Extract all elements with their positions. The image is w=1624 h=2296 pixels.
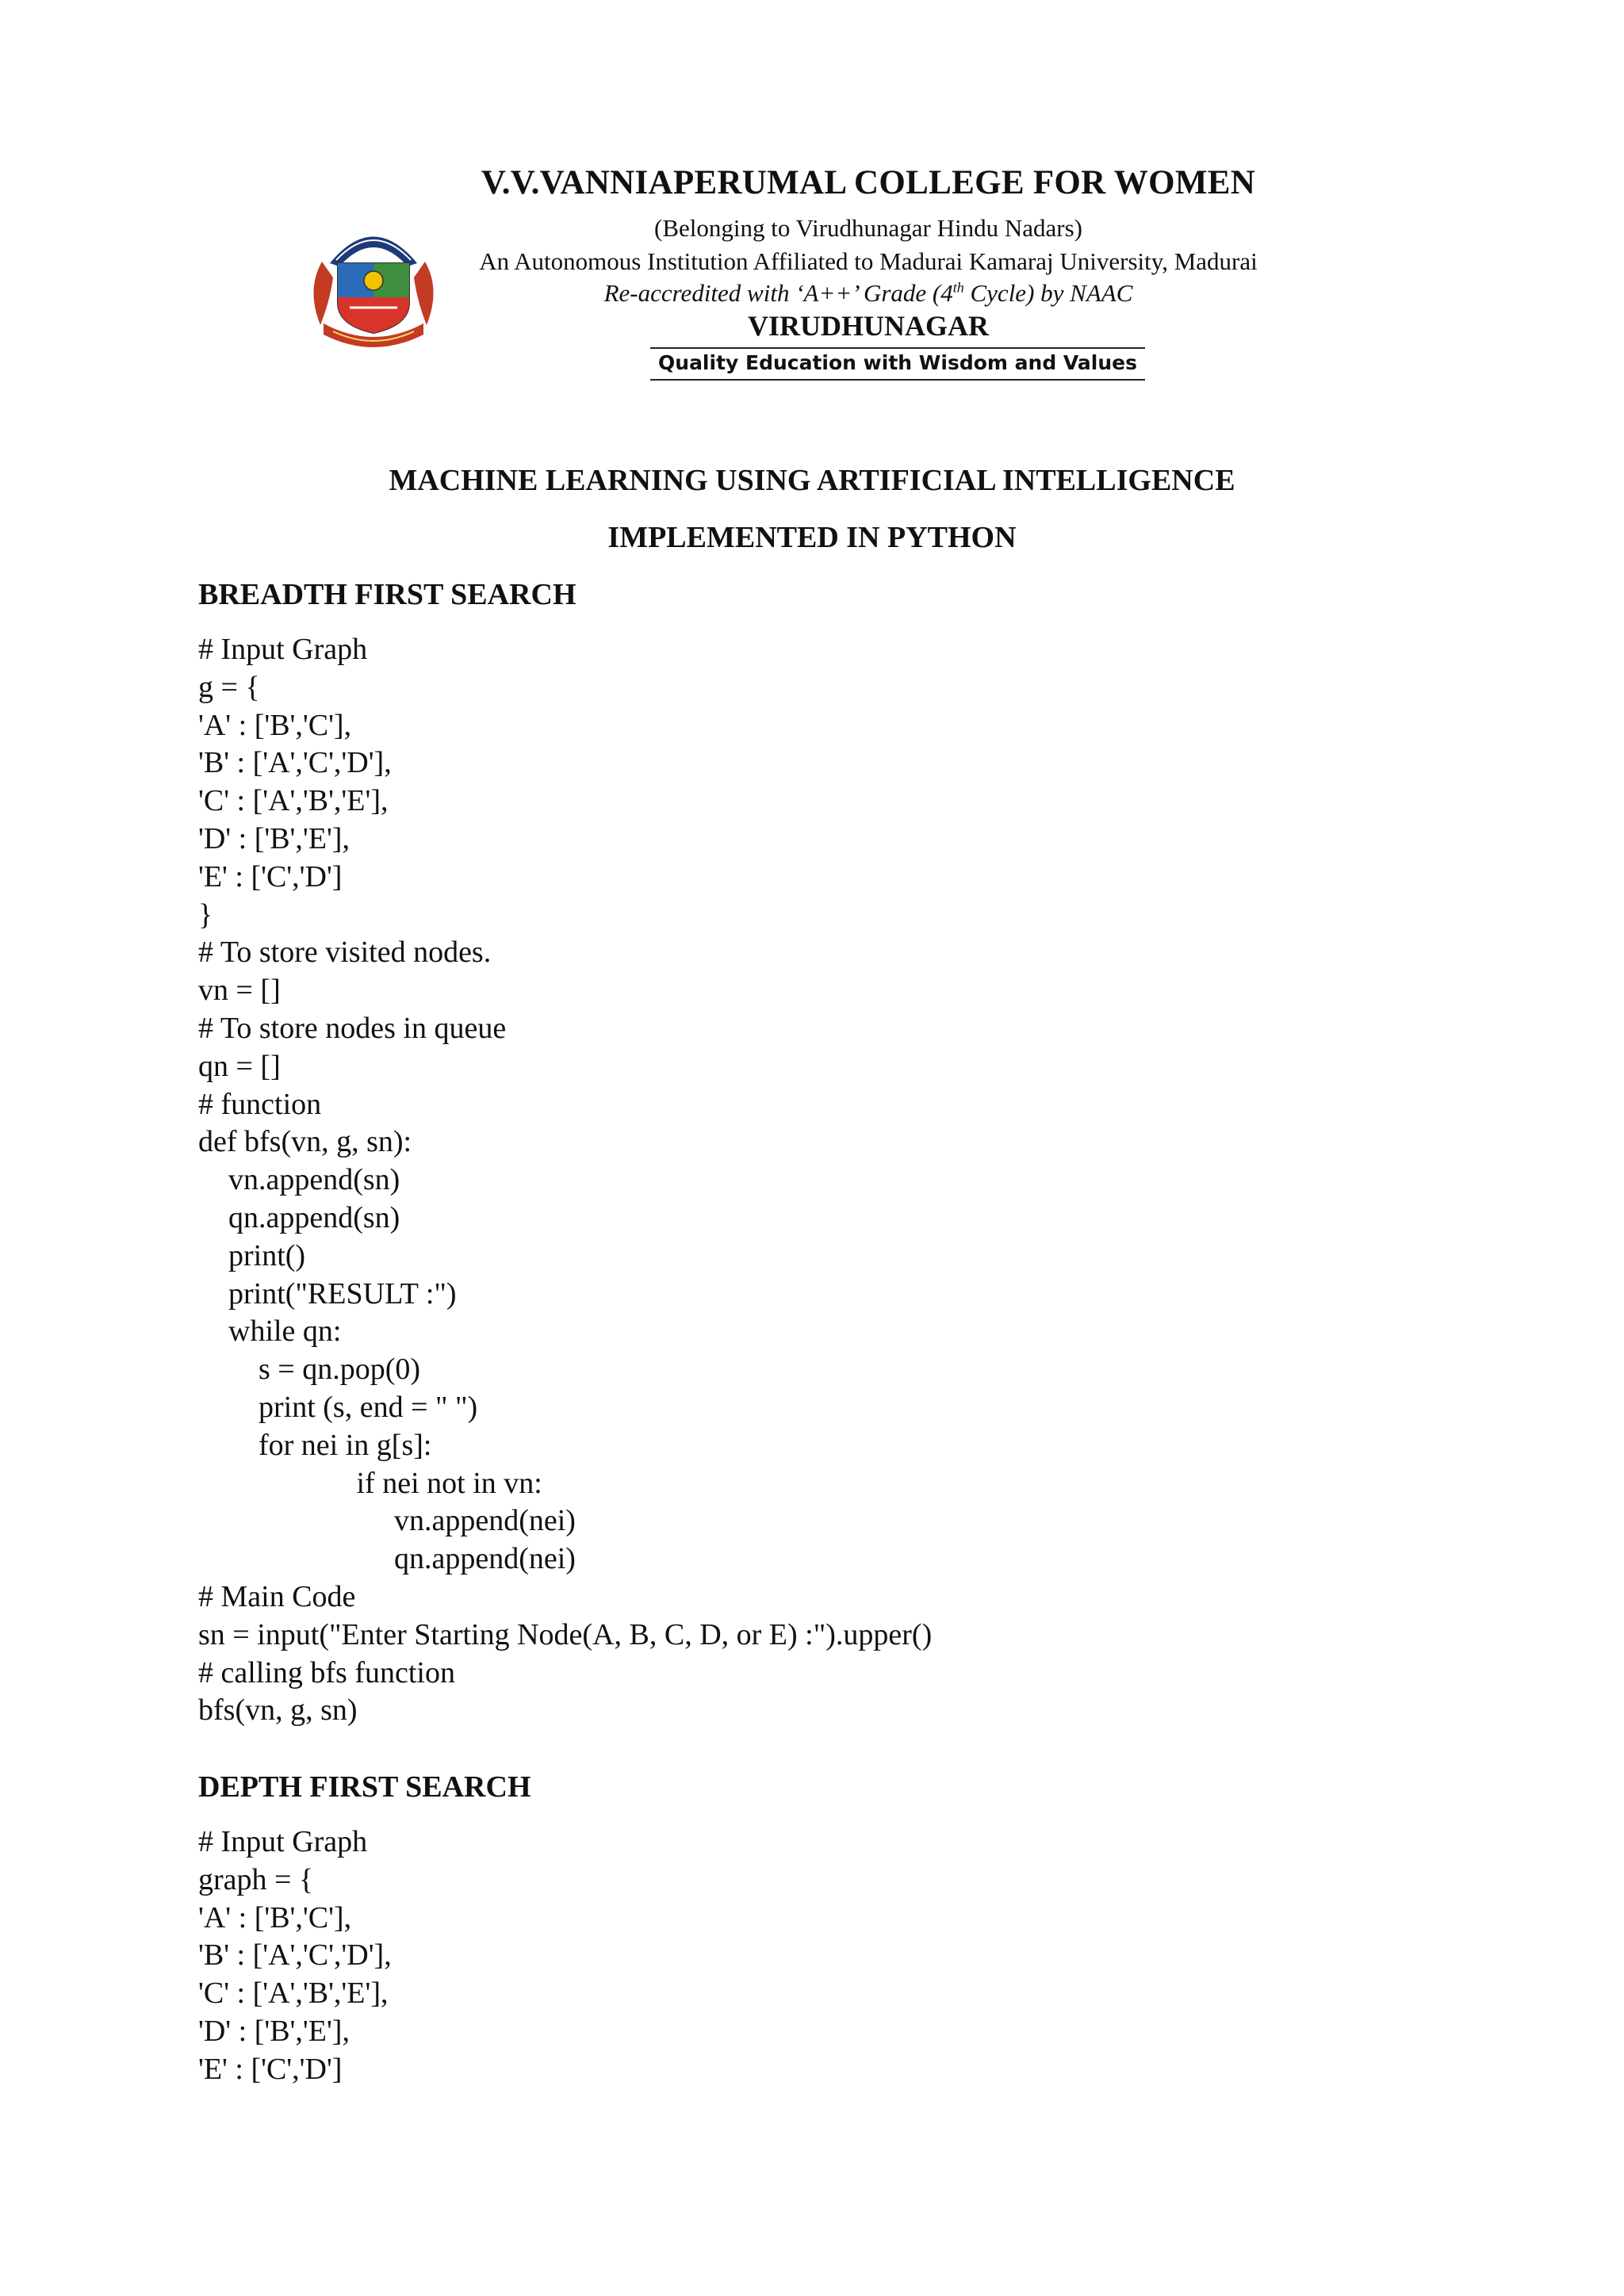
code-line: qn.append(sn) [198, 1200, 400, 1234]
code-line: if nei not in vn: [198, 1466, 542, 1500]
college-emblem-logo [306, 214, 441, 349]
code-line: for nei in g[s]: [198, 1428, 432, 1462]
document-title: MACHINE LEARNING USING ARTIFICIAL INTELLIGENCE [389, 464, 1235, 497]
code-line: 'D' : ['B','E'], [198, 821, 350, 855]
code-line: graph = { [198, 1862, 314, 1896]
document-subtitle: IMPLEMENTED IN PYTHON [607, 521, 1017, 554]
code-line: # Input Graph [198, 633, 368, 666]
bfs-code-block [198, 631, 932, 1730]
college-city: VIRUDHUNAGAR [748, 310, 989, 342]
code-line: 'E' : ['C','D'] [198, 2052, 343, 2086]
code-line: 'E' : ['C','D'] [198, 859, 343, 894]
college-motto: Quality Education with Wisdom and Values [658, 351, 1137, 374]
code-line: 'D' : ['B','E'], [198, 2014, 350, 2048]
college-affiliation-note: (Belonging to Virudhunagar Hindu Nadars) [654, 214, 1082, 242]
code-line: # To store visited nodes. [198, 936, 492, 970]
code-line: print("RESULT :") [198, 1276, 457, 1311]
code-line: qn = [] [198, 1049, 281, 1083]
code-line: 'A' : ['B','C'], [198, 1900, 352, 1934]
code-line: s = qn.pop(0) [198, 1353, 421, 1387]
code-line: def bfs(vn, g, sn): [198, 1125, 412, 1159]
code-line: print (s, end = " ") [198, 1390, 478, 1424]
code-line: vn = [] [198, 974, 281, 1008]
code-line: bfs(vn, g, sn) [198, 1693, 358, 1728]
code-line: } [198, 897, 213, 932]
code-line: vn.append(sn) [198, 1163, 400, 1197]
college-autonomy-line: An Autonomous Institution Affiliated to Madurai Kamaraj University, Madurai [479, 247, 1258, 275]
code-line: 'A' : ['B','C'], [198, 708, 352, 742]
college-name: V.V.VANNIAPERUMAL COLLEGE FOR WOMEN [481, 164, 1256, 201]
code-line: sn = input("Enter Starting Node(A, B, C, D, or E) :").upper() [198, 1617, 933, 1651]
dfs-code-block [198, 1823, 392, 2089]
code-line: # function [198, 1087, 322, 1121]
code-line: # calling bfs function [198, 1655, 455, 1689]
code-line: # Main Code [198, 1579, 356, 1613]
code-line: 'B' : ['A','C','D'], [198, 1938, 392, 1973]
code-line: # To store nodes in queue [198, 1011, 507, 1045]
code-line: 'C' : ['A','B','E'], [198, 1976, 389, 2011]
code-line: 'C' : ['A','B','E'], [198, 784, 389, 818]
motto-bottom-rule [650, 379, 1145, 381]
code-line: print() [198, 1238, 306, 1272]
bfs-heading: BREADTH FIRST SEARCH [198, 578, 576, 611]
code-line: g = { [198, 670, 260, 704]
code-line: 'B' : ['A','C','D'], [198, 746, 392, 780]
accreditation-line: Re-accredited with ‘A++’ Grade (4th Cycle) by NAAC [603, 279, 1133, 307]
code-line: qn.append(nei) [198, 1542, 576, 1576]
code-line: # Input Graph [198, 1825, 368, 1858]
motto-top-rule [650, 347, 1145, 349]
dfs-heading: DEPTH FIRST SEARCH [198, 1770, 531, 1804]
code-line: while qn: [198, 1314, 342, 1349]
code-line: vn.append(nei) [198, 1504, 576, 1538]
